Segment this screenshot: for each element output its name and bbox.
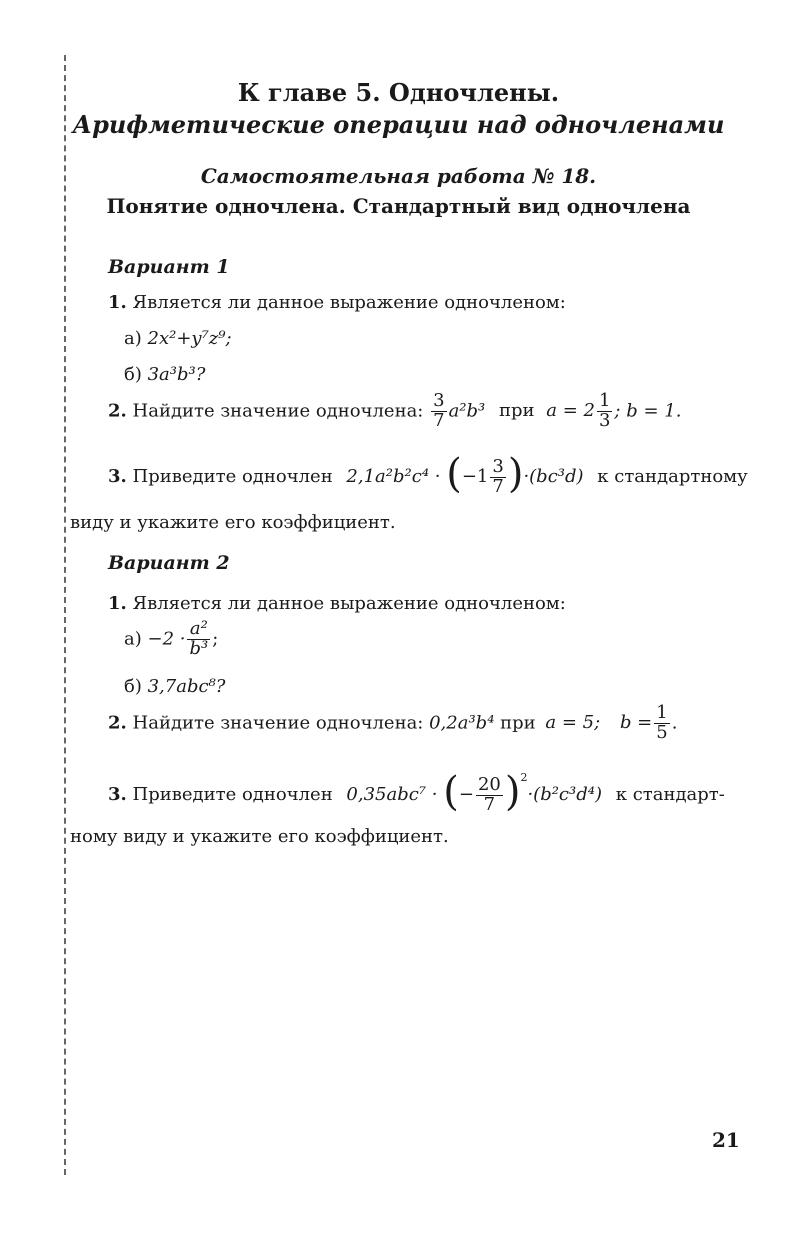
fraction-numerator: a² xyxy=(189,618,208,639)
v1-task1-a-expr: 2x²+y⁷z⁹; xyxy=(147,328,232,349)
v2-task1-a xyxy=(124,620,218,659)
v1-task2-text: Найдите значение одночлена: xyxy=(132,400,424,422)
v1-task1 xyxy=(108,292,566,313)
v2-task2-at: при xyxy=(500,712,536,734)
v2-task2-text: Найдите значение одночлена: xyxy=(132,712,424,734)
v2-task1-b-label: б) xyxy=(124,676,142,697)
fraction-denominator: b³ xyxy=(189,637,209,659)
fraction-numerator: 3 xyxy=(433,390,445,411)
v2-task1-a-suffix: ; xyxy=(212,628,219,650)
v2-task2-b-fraction xyxy=(654,704,669,743)
v2-task1-b-expr: 3,7abc⁸? xyxy=(147,676,226,697)
v1-task2-coef-fraction xyxy=(431,392,446,431)
v2-task2-expr: 0,2a³b⁴ xyxy=(429,712,495,734)
variant1-heading: Вариант 1 xyxy=(108,256,230,278)
left-paren: ( xyxy=(443,769,459,815)
fraction-denominator: 7 xyxy=(433,409,445,431)
v2-task3-fraction xyxy=(476,773,503,815)
v1-task2-b-value: ; b = 1. xyxy=(614,400,682,422)
v2-task2 xyxy=(108,704,677,743)
v2-task3 xyxy=(108,769,725,818)
v1-task1-text: Является ли данное выражение одночленом: xyxy=(132,292,566,313)
v1-task1-b xyxy=(124,364,205,385)
work-title: Самостоятельная работа № 18. xyxy=(200,164,597,188)
fraction-numerator: 1 xyxy=(656,702,668,723)
v1-task3-number: 3. xyxy=(108,466,127,487)
v1-task1-b-label: б) xyxy=(124,364,142,385)
left-paren: ( xyxy=(446,451,462,497)
v1-task2 xyxy=(108,392,681,431)
fraction-denominator: 5 xyxy=(656,721,668,743)
v2-task1-a-label: а) xyxy=(124,628,142,650)
fraction-denominator: 7 xyxy=(476,795,503,815)
v2-task1 xyxy=(108,593,566,614)
fraction-denominator: 3 xyxy=(598,409,611,431)
variant2-heading: Вариант 2 xyxy=(108,552,230,574)
v1-task2-at: при xyxy=(498,400,535,422)
binding-margin-line xyxy=(64,55,66,1175)
v2-task3-tail: к стандарт- xyxy=(615,784,725,805)
v1-task3-text: Приведите одночлен xyxy=(132,466,333,487)
fraction-numerator: 3 xyxy=(492,455,504,477)
v1-task3-continuation: виду и укажите его коэффициент. xyxy=(70,512,396,533)
work-subtitle: Понятие одночлена. Стандартный вид одночлена xyxy=(106,194,691,218)
v1-task3 xyxy=(108,451,748,500)
v1-task2-monomial: a²b³ xyxy=(448,400,486,422)
v1-task2-a-fraction xyxy=(597,392,612,431)
v1-task2-a-value: a = 2 xyxy=(546,400,595,422)
v2-task1-a-fraction xyxy=(187,620,210,659)
v1-task3-expr1: 2,1a²b²c⁴ · xyxy=(346,466,441,487)
v2-task3-expr1: 0,35abc⁷ · xyxy=(346,784,438,805)
v1-task3-expr2: ·(bc³d) xyxy=(523,466,584,487)
v2-task2-end: . xyxy=(671,712,678,734)
v1-task1-number: 1. xyxy=(108,292,127,313)
v2-task1-text: Является ли данное выражение одночленом: xyxy=(132,593,566,614)
page-number: 21 xyxy=(712,1128,740,1152)
v2-task3-power: 2 xyxy=(520,771,528,784)
v2-task3-text: Приведите одночлен xyxy=(132,784,333,805)
v2-task3-minus: − xyxy=(458,784,474,805)
v2-task1-number: 1. xyxy=(108,593,127,614)
v2-task2-b-prefix: b = xyxy=(619,712,653,734)
chapter-title-line2: Арифметические операции над одночленами xyxy=(72,110,725,139)
v2-task2-a-value: a = 5; xyxy=(545,712,601,734)
v1-task1-a-label: а) xyxy=(124,328,142,349)
v1-task3-tail: к стандартному xyxy=(597,466,748,487)
right-paren: ) xyxy=(507,451,524,497)
v2-task1-a-prefix: −2 · xyxy=(147,628,186,650)
v2-task3-continuation: ному виду и укажите его коэффициент. xyxy=(70,826,449,847)
v1-task2-number: 2. xyxy=(108,400,127,422)
v2-task3-number: 3. xyxy=(108,784,127,805)
v2-task1-b xyxy=(124,676,225,697)
fraction-denominator: 7 xyxy=(492,475,504,497)
chapter-title-line1: К главе 5. Одночлены. xyxy=(237,78,560,107)
v1-task1-b-expr: 3a³b³? xyxy=(147,364,206,385)
v2-task3-expr2: ·(b²c³d⁴) xyxy=(527,784,602,805)
v1-task3-fraction xyxy=(490,455,505,497)
fraction-numerator: 1 xyxy=(598,390,611,411)
v1-task3-mixed: −1 xyxy=(461,466,489,487)
v2-task2-number: 2. xyxy=(108,712,127,734)
right-paren: ) xyxy=(504,769,521,815)
v1-task1-a xyxy=(124,328,232,349)
fraction-numerator: 20 xyxy=(477,773,501,795)
